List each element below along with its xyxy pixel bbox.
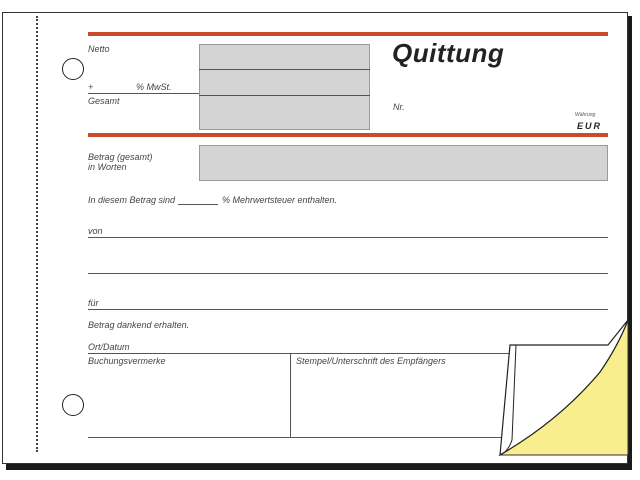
von-label: von: [88, 226, 103, 236]
tax-prefix-text: In diesem Betrag sind: [88, 195, 176, 205]
currency-label: Währung: [575, 112, 596, 118]
currency-value: EUR: [577, 121, 603, 131]
buchung-label: Buchungsvermerke: [88, 356, 166, 366]
plus-label: +: [88, 82, 94, 92]
betrag-label-line2: in Worten: [88, 162, 127, 172]
betrag-label-line1: Betrag (gesamt): [88, 152, 153, 162]
tax-suffix-text: % Mehrwertsteuer enthalten.: [222, 195, 338, 205]
fuer-label: für: [88, 298, 99, 308]
receipt-title: Quittung: [392, 38, 505, 68]
gesamt-label: Gesamt: [88, 96, 120, 106]
dankend-text: Betrag dankend erhalten.: [88, 320, 190, 330]
ort-datum-label: Ort/Datum: [88, 342, 130, 352]
mwst-label: % MwSt.: [136, 82, 172, 92]
stempel-label: Stempel/Unterschrift des Empfängers: [296, 356, 446, 366]
netto-label: Netto: [88, 44, 110, 54]
number-label: Nr.: [393, 102, 405, 112]
